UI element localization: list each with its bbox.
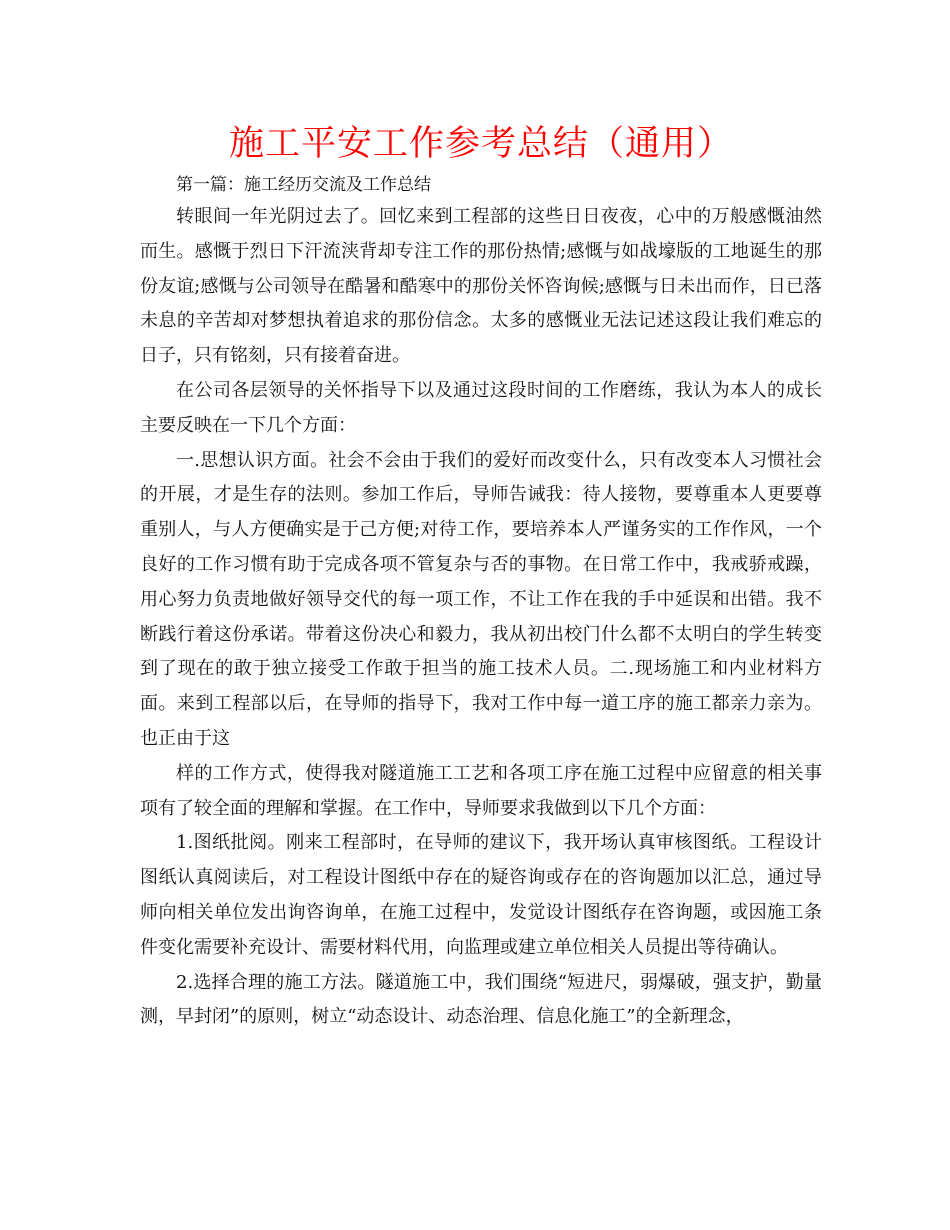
paragraph: 转眼间一年光阴过去了。回忆来到工程部的这些日日夜夜，心中的万般感慨油然而生。感慨于烈日下汗流浃背却专注工作的那份热情;感慨与如战壕版的工地诞生的那份友谊;感慨与公司领导在酷暑和酷寒中的那份关怀咨询候;感慨与日未出而作，日已落未息的辛苦却对梦想执着追求的那份信念。太多的感慨业无法记述这段让我们难忘的日子，只有铭刻，只有接着奋进。 [140, 206, 822, 367]
paragraph: 1.图纸批阅。刚来工程部时，在导师的建议下，我开场认真审核图纸。工程设计图纸认真阅读后，对工程设计图纸中存在的疑咨询或存在的咨询题加以汇总，通过导师向相关单位发出询咨询单，在施工过程中，发觉设计图纸存在咨询题，或因施工条件变化需要补充设计、需要材料代用，向监理或建立单位相关人员提出等待确认。 [140, 832, 822, 958]
document-body [140, 200, 822, 1035]
paragraph: 一.思想认识方面。社会不会由于我们的爱好而改变什么，只有改变本人习惯社会的开展，才是生存的法则。参加工作后，导师告诫我：待人接物，要尊重本人更要尊重别人，与人方便确实是于己方便;对待工作，要培养本人严谨务实的工作作风，一个良好的工作习惯有助于完成各项不管复杂与否的事物。在日常工作中，我戒骄戒躁，用心努力负责地做好领导交代的每一项工作，不让工作在我的手中延误和出错。我不断践行着这份承诺。带着这份决心和毅力，我从初出校门什么都不太明白的学生转变到了现在的敢于独立接受工作敢于担当的施工技术人员。二.现场施工和内业材料方面。来到工程部以后，在导师的指导下，我对工作中每一道工序的施工都亲力亲为。也正由于这 [140, 449, 822, 749]
document-title: 施工平安工作参考总结（通用） [228, 124, 733, 164]
paragraph: 2.选择合理的施工方法。隧道施工中，我们围绕“短进尺，弱爆破，强支护，勤量测，早封闭”的原则，树立“动态设计、动态治理、信息化施工”的全新理念， [140, 971, 822, 1028]
paragraph: 样的工作方式，使得我对隧道施工工艺和各项工序在施工过程中应留意的相关事项有了较全面的理解和掌握。在工作中，导师要求我做到以下几个方面： [140, 762, 822, 819]
document-page [140, 118, 822, 1035]
document-subtitle: 第一篇：施工经历交流及工作总结 [176, 175, 431, 195]
paragraph: 在公司各层领导的关怀指导下以及通过这段时间的工作磨练，我认为本人的成长主要反映在一下几个方面： [140, 379, 822, 436]
